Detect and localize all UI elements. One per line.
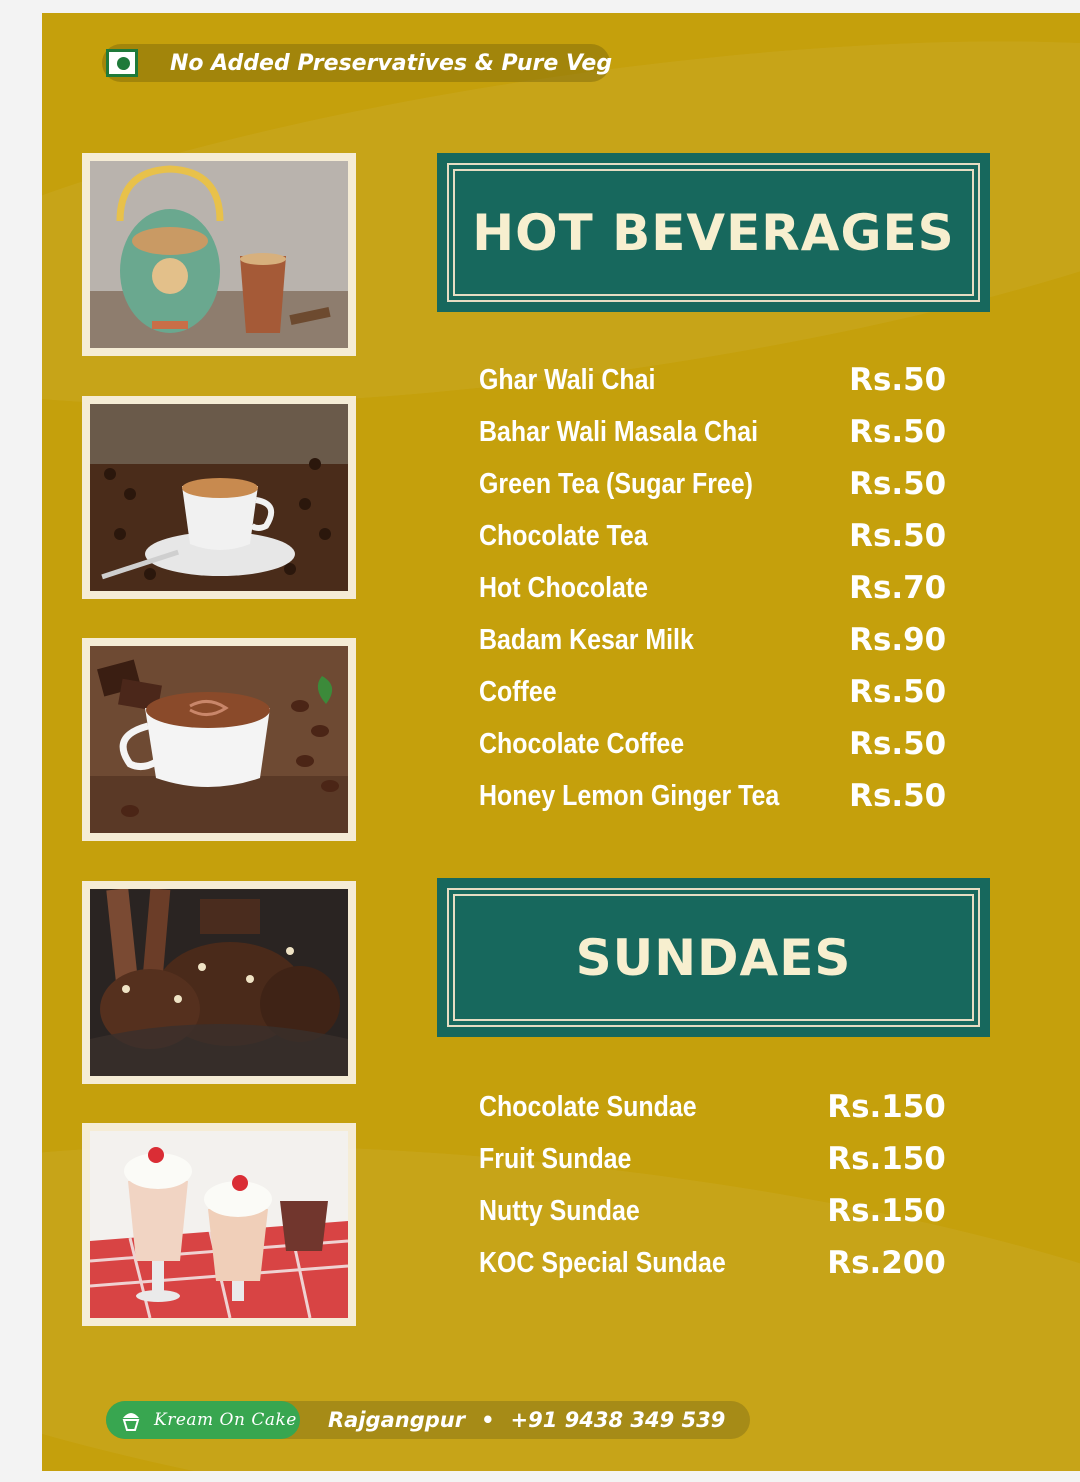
item-name: Green Tea (Sugar Free) (479, 468, 753, 500)
item-price: Rs.50 (848, 414, 946, 450)
hot-chocolate-photo (82, 638, 356, 841)
menu-item (479, 568, 946, 608)
item-price: Rs.70 (848, 570, 946, 606)
item-name: Chocolate Tea (479, 520, 648, 552)
brand-name: Kream On Cake (154, 1410, 297, 1430)
fruit-sundae-photo (82, 1123, 356, 1326)
tagline-text: No Added Preservatives & Pure Veg (170, 51, 613, 76)
item-name: Chocolate Sundae (479, 1091, 697, 1123)
hot-beverages-title: HOT BEVERAGES (472, 203, 955, 262)
item-price: Rs.200 (827, 1245, 946, 1281)
item-price: Rs.50 (848, 778, 946, 814)
footer-separator: • (481, 1408, 495, 1432)
veg-symbol-icon (106, 49, 138, 77)
menu-item (479, 464, 946, 504)
item-name: Badam Kesar Milk (479, 624, 694, 656)
footer-location: Rajgangpur (328, 1408, 466, 1432)
footer-phone[interactable]: +91 9438 349 539 (510, 1408, 726, 1432)
brand-logo (106, 1401, 300, 1439)
item-name: Fruit Sundae (479, 1143, 632, 1175)
hot-beverages-banner (437, 153, 990, 312)
sundaes-banner (437, 878, 990, 1037)
cupcake-icon (120, 1408, 142, 1432)
menu-item (479, 1087, 946, 1127)
item-price: Rs.50 (848, 466, 946, 502)
item-price: Rs.90 (848, 622, 946, 658)
kettle-tea-photo (82, 153, 356, 356)
footer-contact (328, 1401, 725, 1439)
item-name: Coffee (479, 676, 557, 708)
menu-item (479, 1191, 946, 1231)
menu-item (479, 672, 946, 712)
footer-pill (106, 1401, 750, 1439)
item-name: Bahar Wali Masala Chai (479, 416, 759, 448)
menu-page (42, 13, 1080, 1471)
item-name: Nutty Sundae (479, 1195, 640, 1227)
item-name: KOC Special Sundae (479, 1247, 726, 1279)
item-price: Rs.50 (848, 518, 946, 554)
item-price: Rs.50 (848, 726, 946, 762)
item-name: Honey Lemon Ginger Tea (479, 780, 780, 812)
item-price: Rs.150 (827, 1193, 946, 1229)
item-name: Ghar Wali Chai (479, 364, 656, 396)
menu-item (479, 1243, 946, 1283)
menu-item (479, 1139, 946, 1179)
menu-item (479, 360, 946, 400)
menu-item (479, 412, 946, 452)
coffee-cup-photo (82, 396, 356, 599)
item-price: Rs.50 (848, 674, 946, 710)
menu-item (479, 776, 946, 816)
menu-item (479, 620, 946, 660)
item-price: Rs.150 (827, 1089, 946, 1125)
chocolate-sundae-photo (82, 881, 356, 1084)
item-name: Chocolate Coffee (479, 728, 685, 760)
item-name: Hot Chocolate (479, 572, 649, 604)
item-price: Rs.50 (848, 362, 946, 398)
item-price: Rs.150 (827, 1141, 946, 1177)
menu-item (479, 516, 946, 556)
sundaes-title: SUNDAES (575, 928, 852, 987)
menu-item (479, 724, 946, 764)
